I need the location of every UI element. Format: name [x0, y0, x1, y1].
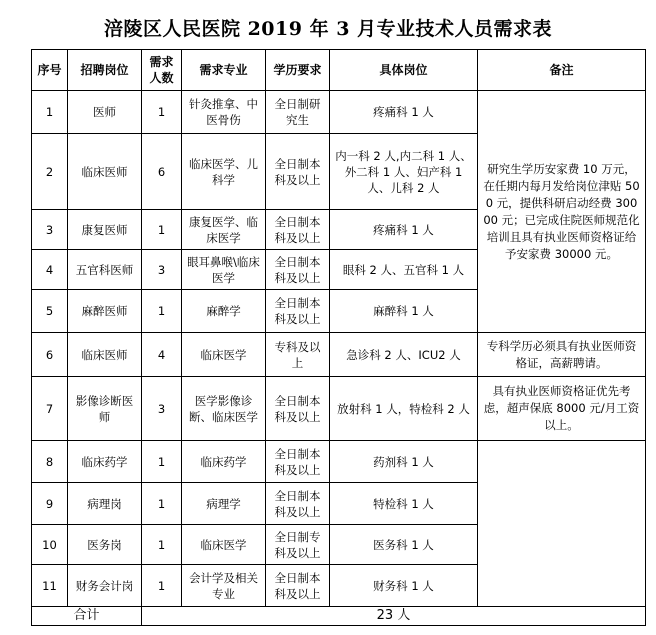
- cell-no: 6: [32, 333, 68, 377]
- cell-no: 2: [32, 134, 68, 210]
- cell-education: 专科及以上: [266, 333, 330, 377]
- cell-no: 11: [32, 565, 68, 607]
- cell-position: 财务会计岗: [68, 565, 142, 607]
- cell-dept: 急诊科 2 人、ICU2 人: [330, 333, 478, 377]
- header-major: 需求专业: [182, 50, 266, 91]
- cell-position: 医务岗: [68, 525, 142, 565]
- cell-no: 10: [32, 525, 68, 565]
- cell-dept: 财务科 1 人: [330, 565, 478, 607]
- total-row: [32, 607, 646, 626]
- cell-dept: 药剂科 1 人: [330, 441, 478, 483]
- cell-count: 1: [142, 483, 182, 525]
- header-count: 需求人数: [142, 50, 182, 91]
- cell-no: 9: [32, 483, 68, 525]
- cell-count: 1: [142, 441, 182, 483]
- header-education: 学历要求: [266, 50, 330, 91]
- cell-education: 全日制专科及以上: [266, 525, 330, 565]
- cell-count: 3: [142, 250, 182, 290]
- cell-major: 医学影像诊断、临床医学: [182, 377, 266, 441]
- total-value: 23 人: [142, 607, 646, 626]
- cell-count: 3: [142, 377, 182, 441]
- cell-dept: 眼科 2 人、五官科 1 人: [330, 250, 478, 290]
- cell-position: 临床医师: [68, 333, 142, 377]
- cell-education: 全日制本科及以上: [266, 134, 330, 210]
- cell-position: 医师: [68, 91, 142, 134]
- cell-position: 影像诊断医师: [68, 377, 142, 441]
- header-note: 备注: [478, 50, 646, 91]
- cell-education: 全日制本科及以上: [266, 441, 330, 483]
- cell-major: 康复医学、临床医学: [182, 210, 266, 250]
- cell-count: 1: [142, 525, 182, 565]
- cell-position: 病理岗: [68, 483, 142, 525]
- cell-major: 针灸推拿、中医骨伤: [182, 91, 266, 134]
- cell-dept: 疼痛科 1 人: [330, 210, 478, 250]
- cell-dept: 麻醉科 1 人: [330, 290, 478, 333]
- cell-education: 全日制本科及以上: [266, 483, 330, 525]
- note-cell-row-7: 具有执业医师资格证优先考虑，超声保底 8000 元/月工资以上。: [478, 377, 646, 441]
- cell-no: 7: [32, 377, 68, 441]
- cell-major: 眼耳鼻喉\临床医学: [182, 250, 266, 290]
- cell-dept: 内一科 2 人,内二科 1 人、外二科 1 人、妇产科 1 人、儿科 2 人: [330, 134, 478, 210]
- cell-position: 五官科医师: [68, 250, 142, 290]
- cell-count: 1: [142, 290, 182, 333]
- cell-no: 4: [32, 250, 68, 290]
- cell-no: 5: [32, 290, 68, 333]
- cell-education: 全日制本科及以上: [266, 377, 330, 441]
- cell-position: 康复医师: [68, 210, 142, 250]
- note-cell-empty: [478, 441, 646, 607]
- cell-position: 临床药学: [68, 441, 142, 483]
- cell-count: 6: [142, 134, 182, 210]
- cell-dept: 特检科 1 人: [330, 483, 478, 525]
- cell-count: 1: [142, 565, 182, 607]
- header-dept: 具体岗位: [330, 50, 478, 91]
- cell-count: 1: [142, 210, 182, 250]
- table-header-row: [32, 50, 646, 91]
- table-row: [32, 91, 646, 134]
- total-label: 合计: [32, 607, 142, 626]
- cell-position: 临床医师: [68, 134, 142, 210]
- cell-position: 麻醉医师: [68, 290, 142, 333]
- cell-major: 病理学: [182, 483, 266, 525]
- cell-dept: 放射科 1 人，特检科 2 人: [330, 377, 478, 441]
- recruitment-table: [31, 49, 646, 626]
- cell-no: 8: [32, 441, 68, 483]
- cell-education: 全日制本科及以上: [266, 290, 330, 333]
- cell-dept: 疼痛科 1 人: [330, 91, 478, 134]
- cell-major: 临床医学: [182, 333, 266, 377]
- cell-major: 会计学及相关专业: [182, 565, 266, 607]
- cell-education: 全日制本科及以上: [266, 250, 330, 290]
- cell-education: 全日制本科及以上: [266, 210, 330, 250]
- header-no: 序号: [32, 50, 68, 91]
- cell-dept: 医务科 1 人: [330, 525, 478, 565]
- cell-major: 麻醉学: [182, 290, 266, 333]
- note-cell-row-6: 专科学历必须具有执业医师资格证，高薪聘请。: [478, 333, 646, 377]
- cell-major: 临床医学: [182, 525, 266, 565]
- cell-education: 全日制研究生: [266, 91, 330, 134]
- table-row: [32, 377, 646, 441]
- header-position: 招聘岗位: [68, 50, 142, 91]
- table-row: [32, 441, 646, 483]
- cell-no: 1: [32, 91, 68, 134]
- cell-no: 3: [32, 210, 68, 250]
- page-title: 涪陵区人民医院 2019 年 3 月专业技术人员需求表: [103, 18, 553, 40]
- cell-major: 临床医学、儿科学: [182, 134, 266, 210]
- cell-count: 4: [142, 333, 182, 377]
- cell-education: 全日制本科及以上: [266, 565, 330, 607]
- note-cell-rows-1-5: 研究生学历安家费 10 万元，在任期内每月发给岗位津贴 500 元，提供科研启动经费 30000 元；已完成住院医师规范化培训且具有执业医师资格证给予安家费 30000 元。: [478, 91, 646, 333]
- cell-major: 临床药学: [182, 441, 266, 483]
- cell-count: 1: [142, 91, 182, 134]
- table-row: [32, 333, 646, 377]
